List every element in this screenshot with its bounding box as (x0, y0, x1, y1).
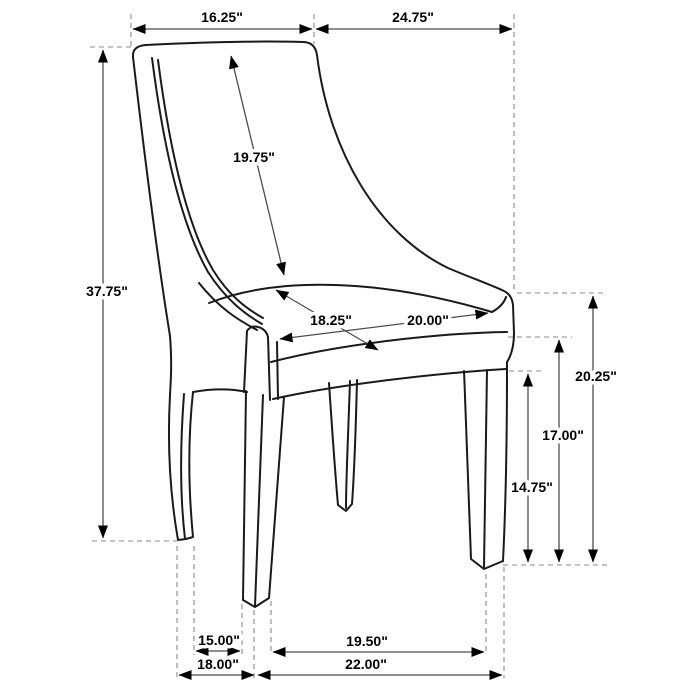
dim-backrest-length (231, 56, 284, 275)
arm-piping-2 (158, 60, 263, 318)
arm-front-outer-edge (244, 331, 247, 392)
arm-piping-1 (152, 58, 262, 324)
seat-side-rail-bottom (193, 389, 247, 392)
dim-seat-frame-bottom-height (511, 374, 553, 562)
dim-line-backrest-length (231, 56, 284, 275)
dim-label-leg-gap-side: 15.00" (198, 632, 240, 648)
dim-label-base-depth: 22.00" (345, 656, 387, 672)
rear-right-leg-corner (346, 381, 350, 508)
dim-label-overall-depth: 24.75" (392, 9, 434, 25)
seat-front-left-corner-edge (277, 342, 278, 399)
dim-label-front-leg-span: 19.50" (346, 633, 388, 649)
dim-label-top-back-width: 16.25" (201, 9, 243, 25)
front-left-leg (243, 391, 284, 607)
seat-right-corner-curve (492, 297, 506, 312)
dim-top-back-width (133, 9, 312, 29)
dim-label-seat-height: 20.25" (575, 368, 617, 384)
dim-overall-depth (316, 9, 512, 29)
dim-label-seat-frame-bottom-height: 14.75" (511, 479, 553, 495)
front-left-leg-corner (255, 395, 263, 606)
front-right-leg-right-edge (503, 368, 507, 561)
dim-base-depth (258, 656, 502, 675)
arm-front-scroll (247, 327, 270, 401)
seat-cushion-back-arc (209, 285, 492, 312)
dim-label-overall-height: 37.75" (86, 283, 128, 299)
dim-overall-height (86, 50, 128, 538)
dim-label-seat-depth: 18.25" (310, 312, 352, 328)
apron-bottom-edge (273, 369, 506, 399)
dim-seat-depth (276, 290, 378, 350)
dim-leg-gap-side (196, 632, 240, 651)
front-right-leg-corner (484, 370, 487, 567)
dim-base-width-rear (179, 656, 254, 675)
dim-label-backrest-length: 19.75" (233, 149, 275, 165)
rear-left-leg-edge (181, 394, 185, 539)
dim-label-base-width-rear: 18.00" (197, 656, 239, 672)
cushion-bottom-seam (271, 332, 507, 362)
rear-right-leg (329, 380, 357, 511)
dim-front-leg-span (273, 633, 484, 652)
dim-label-seat-frame-top-height: 17.00" (542, 427, 584, 443)
dim-label-seat-width: 20.00" (407, 312, 449, 328)
